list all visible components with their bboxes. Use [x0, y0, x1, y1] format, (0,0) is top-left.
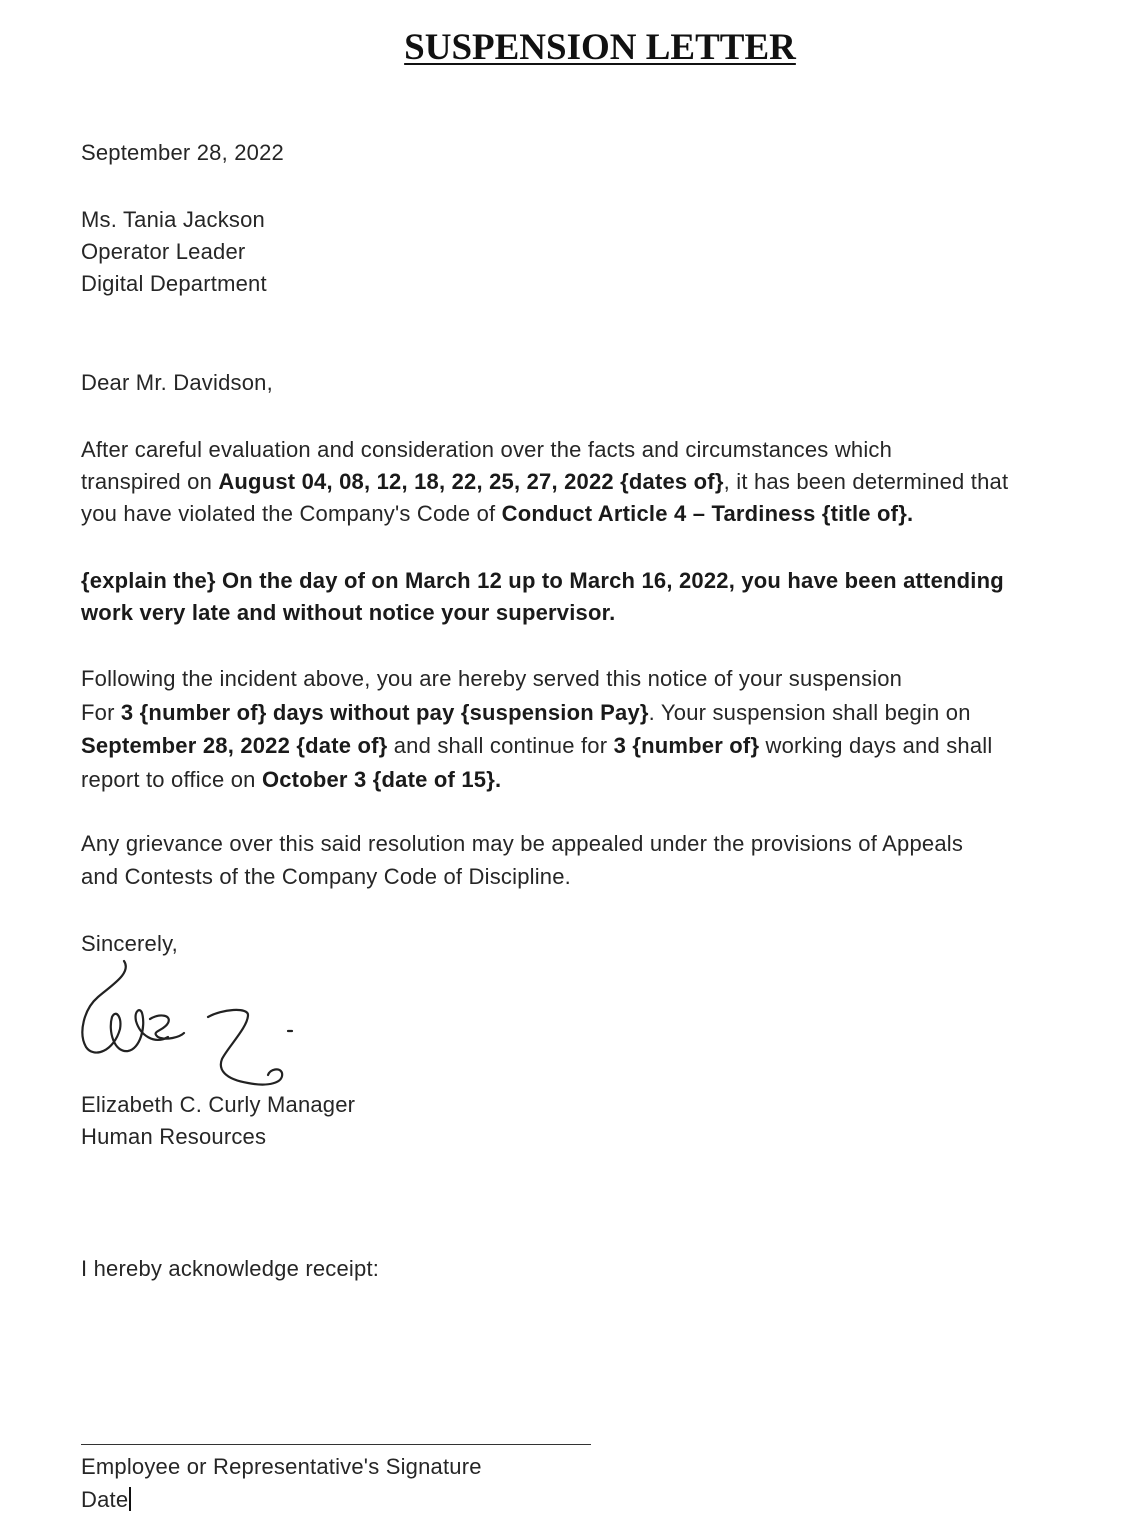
paragraph-1-line-3 — [81, 498, 913, 530]
violated-article: Conduct Article 4 – Tardiness {title of}. — [501, 501, 914, 526]
text-run: . Your suspension shall begin on — [648, 700, 971, 725]
paragraph-4-line-1: Any grievance over this said resolution may be appealed under the provisions of Appeals — [81, 831, 964, 856]
paragraph-1-line-1: After careful evaluation and consideration over the facts and circumstances which — [81, 437, 893, 462]
signature-stroke-s — [150, 1016, 184, 1039]
signature-stroke-w — [82, 961, 168, 1053]
paragraph-3-line-3 — [81, 730, 992, 762]
text-cursor — [129, 1487, 131, 1511]
recipient-department: Digital Department — [81, 271, 267, 296]
suspension-days: 3 {number of} — [613, 733, 760, 758]
suspension-duration: 3 {number of} days without pay {suspension Pay} — [120, 700, 649, 725]
closing: Sincerely, — [81, 931, 178, 956]
text-run: transpired on — [81, 469, 219, 494]
text-run: report to office on — [81, 767, 262, 792]
letter-date: September 28, 2022 — [81, 140, 284, 165]
recipient-name: Ms. Tania Jackson — [81, 207, 265, 232]
paragraph-3-line-4 — [81, 764, 501, 796]
paragraph-2-line-1: {explain the} On the day of on March 12 up to March 16, 2022, you have been attending — [81, 568, 1004, 593]
text-run: working days and shall — [759, 733, 993, 758]
paragraph-4-line-2: and Contests of the Company Code of Discipline. — [81, 864, 571, 889]
recipient-position: Operator Leader — [81, 239, 246, 264]
letter-title: SUSPENSION LETTER — [404, 27, 796, 68]
text-run: For — [81, 700, 121, 725]
signature-line — [81, 1444, 591, 1445]
text-run: , it has been determined that — [723, 469, 1009, 494]
return-date: October 3 {date of 15}. — [261, 767, 502, 792]
paragraph-1-line-2 — [81, 466, 1008, 498]
suspension-start-date: September 28, 2022 {date of} — [81, 733, 388, 758]
signature-stroke-z — [208, 1010, 282, 1085]
text-run: you have violated the Company's Code of — [81, 501, 502, 526]
salutation: Dear Mr. Davidson, — [81, 370, 273, 395]
signatory-department: Human Resources — [81, 1124, 267, 1149]
paragraph-3-line-1: Following the incident above, you are hereby served this notice of your suspension — [81, 666, 903, 691]
paragraph-2-line-2: work very late and without notice your supervisor. — [81, 600, 616, 625]
employee-signature-label: Employee or Representative's Signature — [81, 1454, 482, 1479]
handwritten-signature — [72, 955, 312, 1090]
date-label: Date — [81, 1487, 129, 1512]
violation-dates: August 04, 08, 12, 18, 22, 25, 27, 2022 {dates of} — [218, 469, 724, 494]
signatory-name: Elizabeth C. Curly Manager — [81, 1092, 356, 1117]
text-run: and shall continue for — [387, 733, 614, 758]
paragraph-3-line-2 — [81, 697, 971, 729]
date-field[interactable] — [81, 1484, 131, 1516]
acknowledgement-text: I hereby acknowledge receipt: — [81, 1256, 380, 1281]
